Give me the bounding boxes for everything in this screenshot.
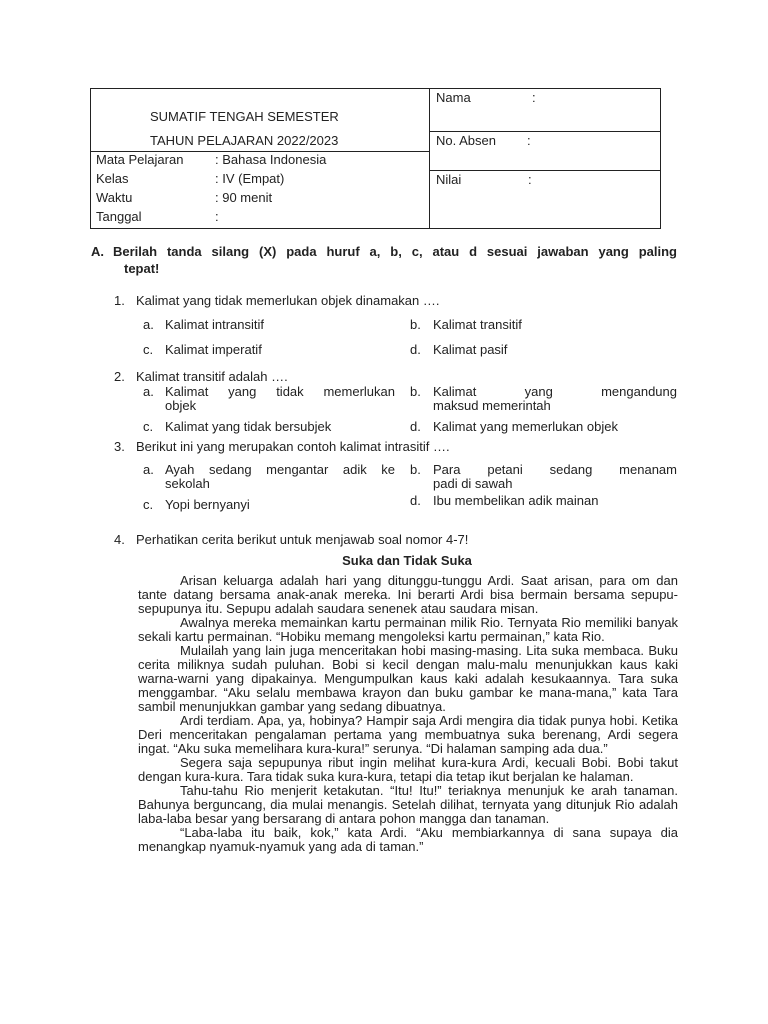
q2-option-a-line2[interactable]: objek bbox=[165, 398, 197, 413]
info-label-date: Tanggal bbox=[96, 209, 142, 224]
q1-option-a[interactable]: Kalimat intransitif bbox=[165, 317, 264, 332]
q1-option-b[interactable]: Kalimat transitif bbox=[433, 317, 522, 332]
question-text: Berikut ini yang merupakan contoh kalimat intrasitif …. bbox=[136, 439, 450, 454]
name-colon: : bbox=[532, 90, 536, 105]
story-paragraph: Awalnya mereka memainkan kartu permainan milik Rio. Ternyata Rio memiliki banyak sekali kartu permainan. “Hobiku memang mengoleksi kartu permainan,” kata Rio. bbox=[138, 615, 678, 644]
info-value-class: : IV (Empat) bbox=[215, 171, 285, 186]
q3-option-a-line2[interactable]: sekolah bbox=[165, 476, 210, 491]
q1-option-c[interactable]: Kalimat imperatif bbox=[165, 342, 262, 357]
header-right-divider-1 bbox=[429, 131, 661, 132]
header-right-divider-2 bbox=[429, 170, 661, 171]
section-marker: A. bbox=[91, 244, 104, 259]
question-number: 3. bbox=[114, 439, 125, 454]
nilai-label: Nilai bbox=[436, 172, 462, 187]
option-letter-c: c. bbox=[143, 497, 154, 512]
option-letter-d: d. bbox=[410, 419, 421, 434]
option-letter-a: a. bbox=[143, 384, 154, 399]
info-label-time: Waktu bbox=[96, 190, 133, 205]
option-letter-c: c. bbox=[143, 419, 154, 434]
option-letter-c: c. bbox=[143, 342, 154, 357]
question-text: Kalimat transitif adalah …. bbox=[136, 369, 288, 384]
q1-option-d[interactable]: Kalimat pasif bbox=[433, 342, 508, 357]
option-letter-d: d. bbox=[410, 493, 421, 508]
question-number: 1. bbox=[114, 293, 125, 308]
q2-option-b-line1[interactable]: Kalimat yang mengandung bbox=[433, 384, 677, 399]
name-label: Nama bbox=[436, 90, 471, 105]
option-letter-b: b. bbox=[410, 462, 421, 477]
q2-option-c[interactable]: Kalimat yang tidak bersubjek bbox=[165, 419, 332, 434]
section-instruction-line2: tepat! bbox=[124, 261, 160, 276]
info-label-class: Kelas bbox=[96, 171, 129, 186]
story-title: Suka dan Tidak Suka bbox=[342, 553, 472, 568]
story-paragraph: Tahu-tahu Rio menjerit ketakutan. “Itu! Itu!” teriaknya menunjuk ke arah tanaman. Bahunya berguncang, dia mulai menangis. Setelah dilihat, ternyata yang ditunjuk Rio adalah laba-laba besar yang bersarang di antara pohon mangga dan tanaman. bbox=[138, 783, 678, 826]
q2-option-a-line1[interactable]: Kalimat yang tidak memerlukan bbox=[165, 384, 395, 399]
info-value-time: : 90 menit bbox=[215, 190, 273, 205]
q3-option-d[interactable]: Ibu membelikan adik mainan bbox=[433, 493, 599, 508]
q3-option-b-line2[interactable]: padi di sawah bbox=[433, 476, 513, 491]
story-paragraph: Ardi terdiam. Apa, ya, hobinya? Hampir saja Ardi mengira dia tidak punya hobi. Ketika Deri menceritakan pengalaman pertama yang membuatnya suka berenang, Ardi segera ingat. “Aku suka memelihara kura-kura!” serunya. “Di halaman samping ada dua.” bbox=[138, 713, 678, 756]
option-letter-b: b. bbox=[410, 317, 421, 332]
q2-option-d[interactable]: Kalimat yang memerlukan objek bbox=[433, 419, 618, 434]
info-value-subject: : Bahasa Indonesia bbox=[215, 152, 327, 167]
absen-colon: : bbox=[527, 133, 531, 148]
q2-option-b-line2[interactable]: maksud memerintah bbox=[433, 398, 551, 413]
section-instruction-line1: Berilah tanda silang (X) pada huruf a, b, c, atau d sesuai jawaban yang paling bbox=[113, 244, 677, 259]
question-number: 2. bbox=[114, 369, 125, 384]
nilai-colon: : bbox=[528, 172, 532, 187]
exam-title: SUMATIF TENGAH SEMESTER bbox=[150, 109, 339, 124]
option-letter-a: a. bbox=[143, 317, 154, 332]
info-value-date: : bbox=[215, 209, 219, 224]
story-body bbox=[138, 574, 678, 854]
q3-option-c[interactable]: Yopi bernyanyi bbox=[165, 497, 250, 512]
exam-year: TAHUN PELAJARAN 2022/2023 bbox=[150, 133, 339, 148]
question-text: Kalimat yang tidak memerlukan objek dinamakan …. bbox=[136, 293, 440, 308]
story-paragraph: Arisan keluarga adalah hari yang ditunggu-tunggu Ardi. Saat arisan, para om dan tante datang bersama anak-anak mereka. Ini berarti Ardi bisa bermain bersama sepupu-sepupunya itu. Sepupu adalah saudara senenek atau saudara misan. bbox=[138, 573, 678, 616]
story-paragraph: Mulailah yang lain juga menceritakan hobi masing-masing. Lita suka membaca. Buku cerita miliknya sudah puluhan. Bobi si kecil dengan malu-malu menunjukkan kaus kaki warna-warni yang dipakainya. Mengumpulkan kaus kaki adalah kesukaannya. Tara suka menggambar. “Aku selalu membawa krayon dan buku gambar ke mana-mana,” kata Tara sambil menunjukkan gambar yang sedang dibuatnya. bbox=[138, 643, 678, 714]
question-text: Perhatikan cerita berikut untuk menjawab soal nomor 4-7! bbox=[136, 532, 469, 547]
question-number: 4. bbox=[114, 532, 125, 547]
option-letter-b: b. bbox=[410, 384, 421, 399]
q3-option-a-line1[interactable]: Ayah sedang mengantar adik ke bbox=[165, 462, 395, 477]
story-paragraph: Segera saja sepupunya ribut ingin melihat kura-kura Ardi, kecuali Bobi. Bobi takut dengan kura-kura. Tara tidak suka kura-kura, tetapi dia tetap ikut berjalan ke halaman. bbox=[138, 755, 678, 784]
story-paragraph: “Laba-laba itu baik, kok,” kata Ardi. “Aku membiarkannya di sana supaya dia menangkap nyamuk-nyamuk yang ada di taman.” bbox=[138, 825, 678, 854]
absen-label: No. Absen bbox=[436, 133, 496, 148]
option-letter-a: a. bbox=[143, 462, 154, 477]
info-label-subject: Mata Pelajaran bbox=[96, 152, 184, 167]
option-letter-d: d. bbox=[410, 342, 421, 357]
q3-option-b-line1[interactable]: Para petani sedang menanam bbox=[433, 462, 677, 477]
header-vertical-divider bbox=[429, 88, 430, 229]
